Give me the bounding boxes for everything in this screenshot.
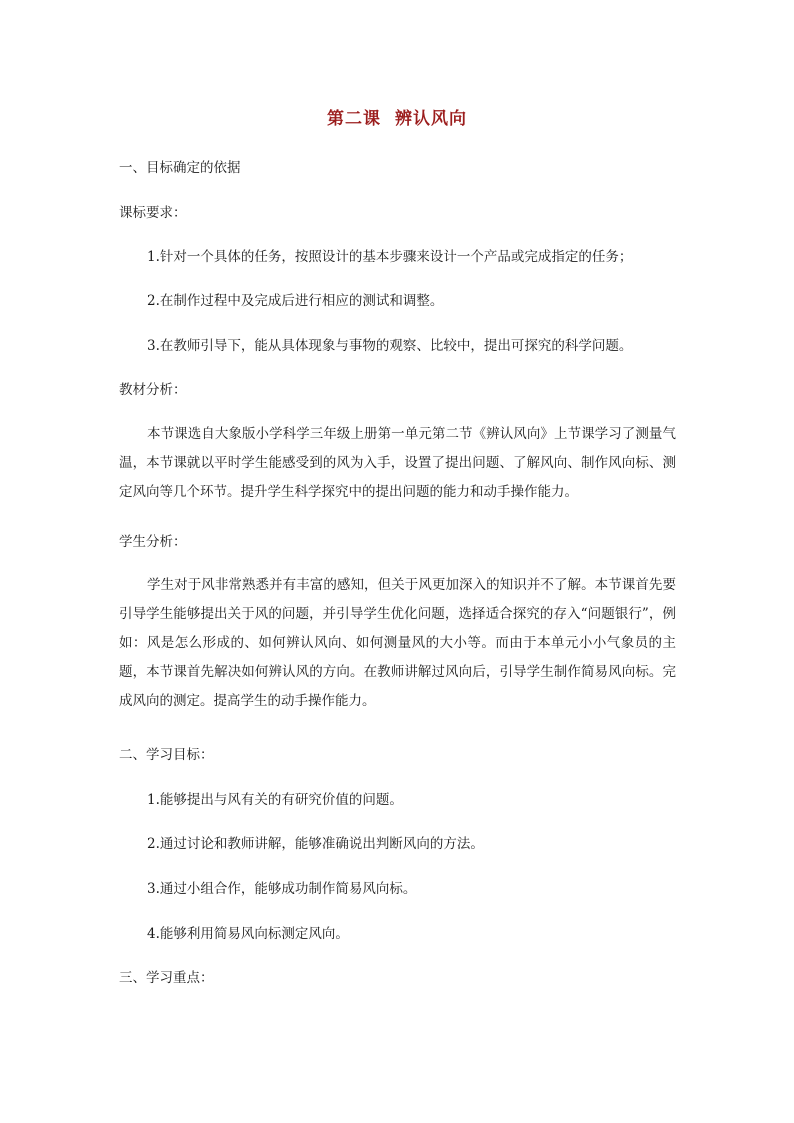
curriculum-item: 1.针对一个具体的任务，按照设计的基本步骤来设计一个产品或完成指定的任务； bbox=[147, 249, 633, 265]
section-heading-key-points: 三、学习重点： bbox=[119, 970, 214, 986]
section-heading-objectives: 二、学习目标： bbox=[119, 747, 214, 763]
textbook-label: 教材分析： bbox=[119, 382, 187, 398]
objective-item: 3.通过小组合作，能够成功制作简易风向标。 bbox=[147, 881, 417, 897]
objective-item: 1.能够提出与风有关的有研究价值的问题。 bbox=[147, 792, 403, 808]
lesson-number: 第二课 bbox=[327, 109, 381, 129]
curriculum-item: 2.在制作过程中及完成后进行相应的测试和调整。 bbox=[147, 293, 444, 309]
section-heading-basis: 一、目标确定的依据 bbox=[119, 160, 241, 176]
student-label: 学生分析： bbox=[119, 534, 187, 550]
student-paragraph: 学生对于风非常熟悉并有丰富的感知，但关于风更加深入的知识并不了解。本节课首先要引导学生能够提出关于风的问题，并引导学生优化问题，选择适合探究的存入“问题银行”，例如：风是怎么形成的、如何辨认风向、如何测量风的大小等。而由于本单元小小气象员的主题，本节课首先解决如何辨认风的方向。在教师讲解过风向后，引导学生制作简易风向标。完成风向的测定。提高学生的动手操作能力。 bbox=[119, 577, 676, 709]
textbook-paragraph: 本节课选自大象版小学科学三年级上册第一单元第二节《辨认风向》上节课学习了测量气温，本节课就以平时学生能感受到的风为入手，设置了提出问题、了解风向、制作风向标、测定风向等几个环节。提升学生科学探究中的提出问题的能力和动手操作能力。 bbox=[119, 426, 676, 500]
lesson-name: 辨认风向 bbox=[395, 109, 467, 129]
curriculum-item: 3.在教师引导下，能从具体现象与事物的观察、比较中，提出可探究的科学问题。 bbox=[147, 338, 633, 354]
page-title bbox=[0, 104, 794, 129]
objective-item: 4.能够利用简易风向标测定风向。 bbox=[147, 926, 349, 942]
objective-item: 2.通过讨论和教师讲解，能够准确说出判断风向的方法。 bbox=[147, 836, 484, 852]
curriculum-label: 课标要求： bbox=[119, 205, 187, 221]
